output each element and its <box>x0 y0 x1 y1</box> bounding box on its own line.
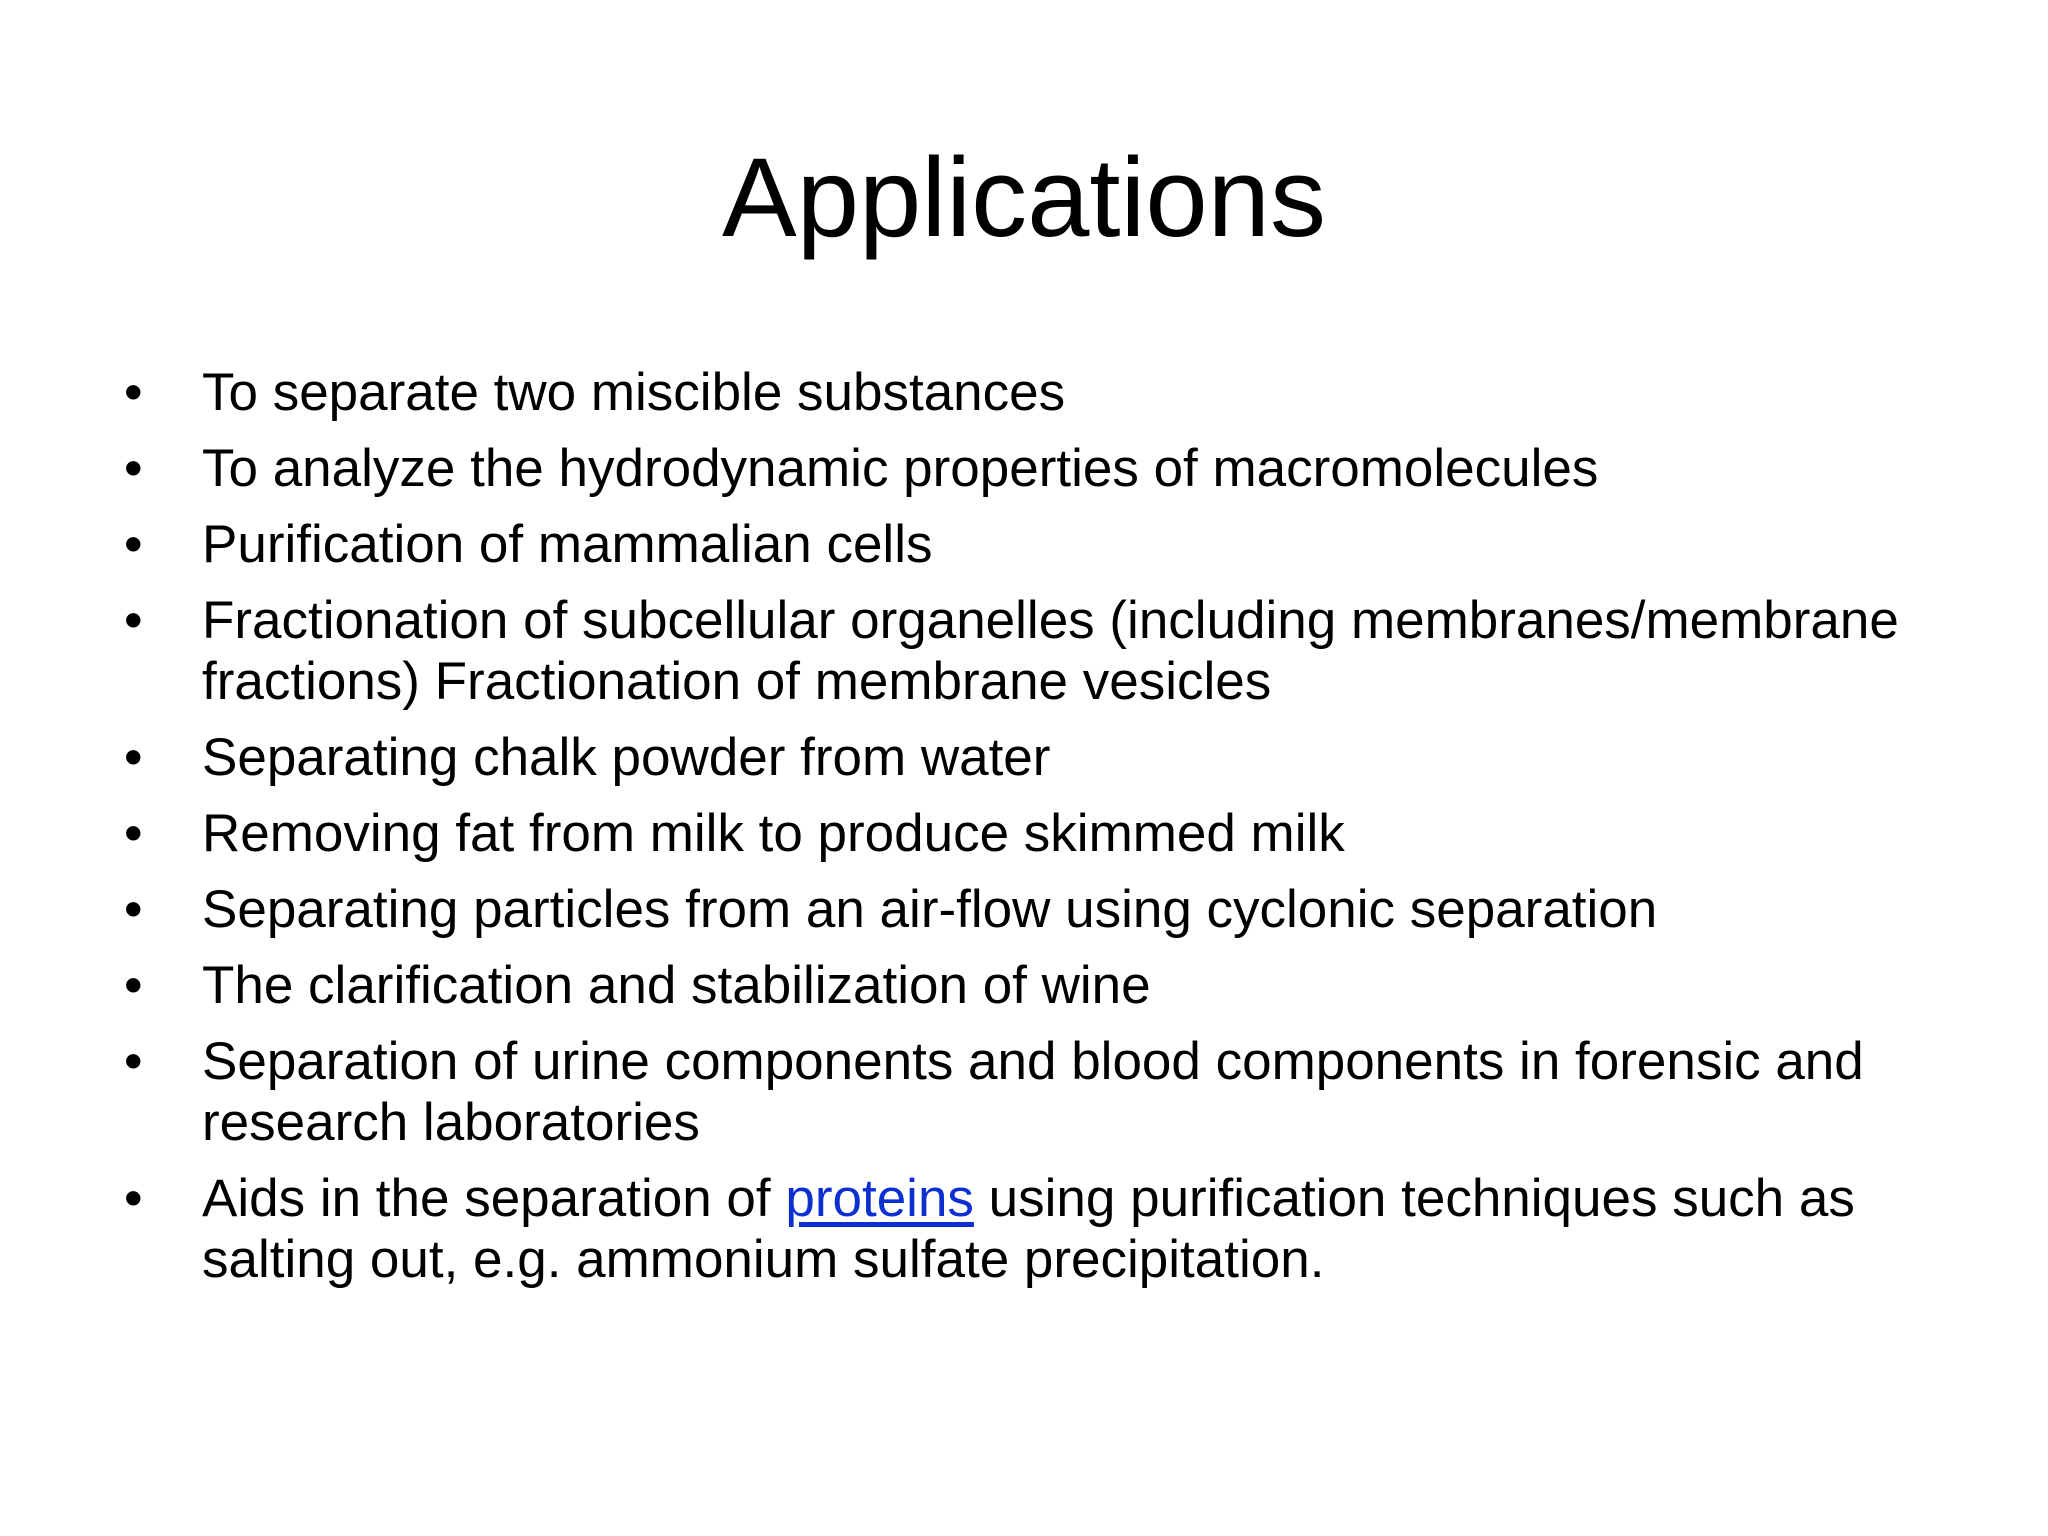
list-item-text-before-link: Aids in the separation of <box>202 1169 786 1228</box>
bullet-icon: • <box>124 363 143 422</box>
bullet-icon: • <box>124 728 143 787</box>
list-item <box>118 727 1978 788</box>
list-item <box>118 362 1978 423</box>
list-item-text: Separation of urine components and blood components in forensic and research laboratories <box>202 1032 1864 1152</box>
bullet-list <box>118 362 1978 1305</box>
list-item <box>118 879 1978 940</box>
list-item-text: Fractionation of subcellular organelles (including membranes/membrane fractions) Fractionation of membrane vesicles <box>202 591 1899 711</box>
list-item-text: The clarification and stabilization of wine <box>202 956 1151 1015</box>
bullet-icon: • <box>124 439 143 498</box>
slide-title: Applications <box>722 135 1326 260</box>
bullet-icon: • <box>124 804 143 863</box>
list-item-text: Separating chalk powder from water <box>202 728 1051 787</box>
bullet-icon: • <box>124 1032 143 1091</box>
bullet-icon: • <box>124 1169 143 1228</box>
list-item <box>118 514 1978 575</box>
list-item-text: Separating particles from an air-flow using cyclonic separation <box>202 880 1658 939</box>
bullet-icon: • <box>124 515 143 574</box>
bullet-icon: • <box>124 591 143 650</box>
list-item-text: Purification of mammalian cells <box>202 515 933 574</box>
bullet-icon: • <box>124 956 143 1015</box>
list-item-text: To separate two miscible substances <box>202 363 1066 422</box>
list-item-text: Removing fat from milk to produce skimmed milk <box>202 804 1345 863</box>
list-item <box>118 1031 1978 1153</box>
list-item <box>118 438 1978 499</box>
list-item <box>118 803 1978 864</box>
bullet-icon: • <box>124 880 143 939</box>
proteins-link[interactable]: proteins <box>785 1169 974 1228</box>
list-item <box>118 1168 1978 1290</box>
list-item-text: To analyze the hydrodynamic properties of macromolecules <box>202 439 1599 498</box>
list-item <box>118 955 1978 1016</box>
list-item-text-after-link: using purification techniques such as salting out, e.g. ammonium sulfate precipitation. <box>202 1169 1855 1289</box>
list-item <box>118 590 1978 712</box>
